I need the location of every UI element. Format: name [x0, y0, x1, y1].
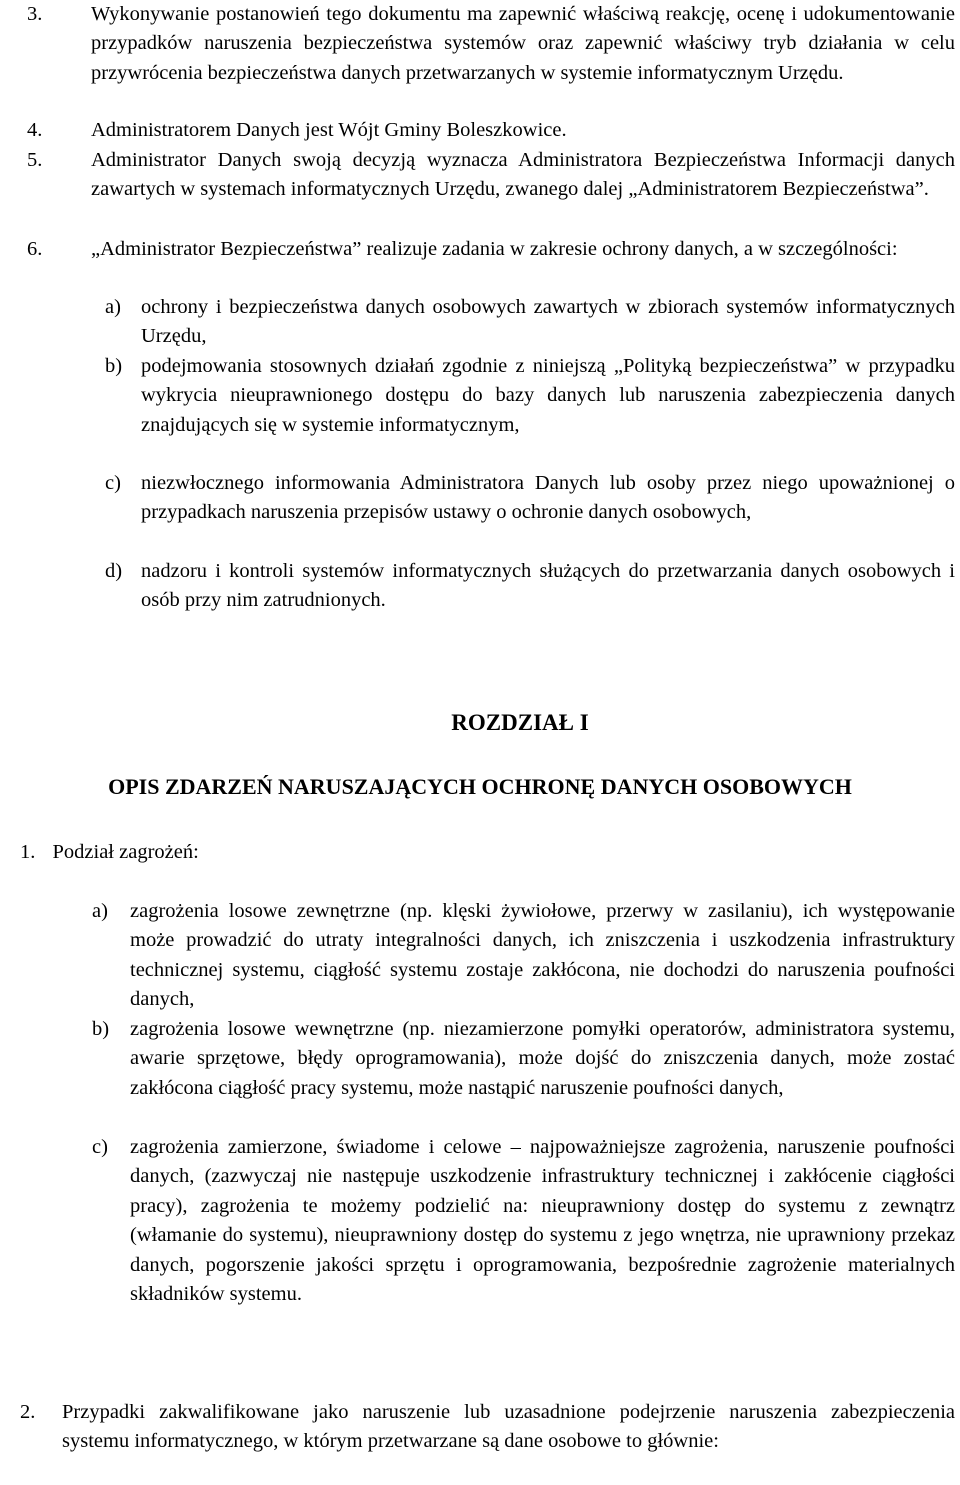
list-item-text: Wykonywanie postanowień tego dokumentu ma zapewnić właściwą reakcję, ocenę i udokumentowanie przypadków naruszenia bezpieczeństwa systemów oraz zapewnić właściwy tryb działania w celu przywrócenia bezpieczeństwa danych przetwarzanych w systemie informatycznym Urzędu. — [91, 3, 955, 84]
threat-label: a) — [92, 900, 108, 922]
section-number: 1. — [20, 841, 36, 863]
list-number: 4. — [27, 119, 43, 141]
list-number: 3. — [27, 3, 43, 25]
chapter-title: ROZDZIAŁ I — [451, 710, 589, 735]
sub-item-text: niezwłocznego informowania Administratora Danych lub osoby przez niego upoważnionej o przypadkach naruszenia przepisów ustawy o ochronie danych osobowych, — [141, 472, 955, 524]
threat-item-b — [92, 1015, 955, 1103]
list-number: 5. — [27, 149, 43, 171]
sub-item-c — [105, 469, 955, 528]
list-number: 6. — [27, 238, 43, 260]
sub-item-label: b) — [105, 355, 123, 377]
sub-item-text: nadzoru i kontroli systemów informatycznych służących do przetwarzania danych osobowych i osób przy nim zatrudnionych. — [141, 560, 955, 612]
sub-item-b — [105, 352, 955, 440]
sub-item-label: a) — [105, 296, 121, 318]
chapter-subtitle: OPIS ZDARZEŃ NARUSZAJĄCYCH OCHRONĘ DANYCH OSOBOWYCH — [108, 774, 852, 799]
threat-text: zagrożenia losowe wewnętrzne (np. niezamierzone pomyłki operatorów, administratora systemu, awarie sprzętowe, błędy oprogramowania), może dojść do zniszczenia danych, może zostać zakłócona ciągłość pracy systemu, może nastąpić naruszenie poufności danych, — [130, 1018, 955, 1099]
section-2-text: Przypadki zakwalifikowane jako naruszenie lub uzasadnione podejrzenie naruszenia zabezpieczenia systemu informatycznego, w którym przetwarzane są dane osobowe to głównie: — [62, 1401, 955, 1453]
list-item-3 — [27, 0, 955, 88]
sub-item-d — [105, 557, 955, 616]
list-item-text: Administrator Danych swoją decyzją wyznacza Administratora Bezpieczeństwa Informacji danych zawartych w systemach informatycznych Urzędu, zwanego dalej „Administratorem Bezpieczeństwa”. — [91, 149, 955, 201]
list-item-6 — [27, 235, 955, 264]
sub-item-text: ochrony i bezpieczeństwa danych osobowych zawartych w zbiorach systemów informatycznych Urzędu, — [141, 296, 955, 348]
threat-text: zagrożenia zamierzone, świadome i celowe – najpoważniejsze zagrożenia, naruszenie poufności danych, (zazwyczaj nie następuje uszkodzenie infrastruktury technicznej i zakłócenie ciągłości pracy), zagrożenia te możemy podzielić na: nieuprawniony dostęp do systemu z zewnątrz (włamanie do systemu), nieuprawniony dostęp do systemu z jego wnętrza, nie uprawniony przekaz danych, pogorszenie jakości sprzętu i oprogramowania, bezpośrednie zagrożenie materialnych składników systemu. — [130, 1136, 955, 1306]
sub-item-label: d) — [105, 560, 123, 582]
section-title: Podział zagrożeń: — [52, 841, 199, 863]
threat-item-c — [92, 1133, 955, 1309]
list-item-4 — [27, 116, 955, 145]
sub-item-label: c) — [105, 472, 121, 494]
threat-text: zagrożenia losowe zewnętrzne (np. klęski żywiołowe, przerwy w zasilaniu), ich występowanie może prowadzić do utraty integralności danych, ich zniszczenia i uszkodzenia infrastruktury technicznej systemu, ciągłość systemu zostaje zakłócona, nie dochodzi do naruszenia poufności danych, — [130, 900, 955, 1011]
list-item-text: Administratorem Danych jest Wójt Gminy Boleszkowice. — [91, 119, 567, 141]
sub-item-text: podejmowania stosownych działań zgodnie z niniejszą „Polityką bezpieczeństwa” w przypadku wykrycia nieuprawnionego dostępu do bazy danych lub naruszenia zabezpieczenia danych znajdujących się w systemie informatycznym, — [141, 355, 955, 436]
list-item-text: „Administrator Bezpieczeństwa” realizuje zadania w zakresie ochrony danych, a w szczególności: — [91, 238, 898, 260]
threat-item-a — [92, 897, 955, 1015]
sub-item-a — [105, 293, 955, 352]
list-item-5 — [27, 146, 955, 205]
section-2 — [20, 1398, 955, 1457]
threat-label: b) — [92, 1018, 110, 1040]
threat-label: c) — [92, 1136, 108, 1158]
section-number: 2. — [20, 1401, 36, 1423]
section-1-heading — [20, 838, 920, 867]
